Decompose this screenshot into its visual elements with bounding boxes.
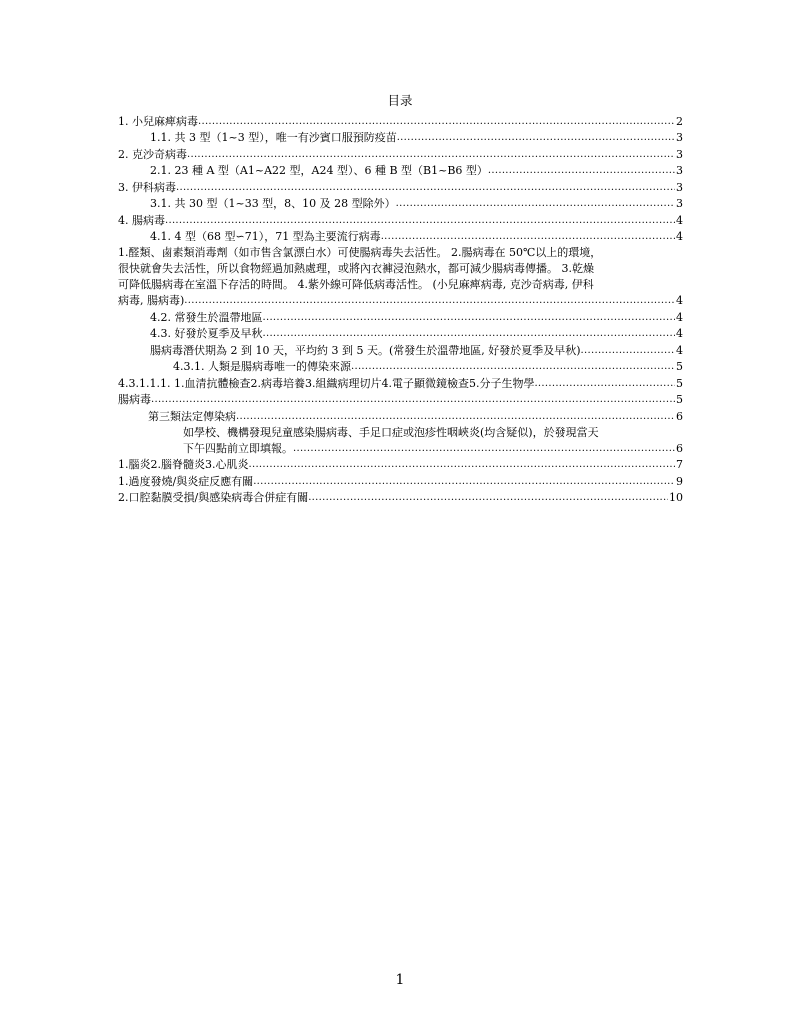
toc-entry-multiline[interactable] [118,425,683,457]
toc-entry[interactable] [118,229,683,246]
toc-entry-text: 腸病毒潛伏期為 2 到 10 天，平均約 3 到 5 天。(常發生於溫帶地區, 好發於夏季及早秋) [150,343,581,357]
page-number: 1 [395,972,405,988]
toc-entry-text: 2. 克沙奇病毒 [118,147,187,161]
toc-leader-dots [249,457,676,473]
toc-leader-dots [263,326,676,342]
toc-entry[interactable] [118,196,683,213]
toc-leader-dots [397,130,675,146]
toc-entry[interactable] [118,326,683,343]
toc-leader-dots [308,490,668,506]
toc-entry-text: 4.3.1.1.1. 1.血清抗體檢查2.病毒培養3.組織病理切片4.電子顯微鏡檢查5.分子生物學 [118,376,535,390]
toc-entry-text: 4.3.1. 人類是腸病毒唯一的傳染來源 [173,360,351,373]
toc-leader-dots [534,376,675,392]
toc-leader-dots [351,359,675,375]
toc-entry-text: 3.1. 共 30 型（1~33 型，8、10 及 28 型除外） [150,197,396,210]
toc-entry-page: 6 [676,409,683,423]
toc-entry-page: 4 [676,327,683,340]
toc-entry-text: 4.1. 4 型（68 型∽71），71 型為主要流行病毒 [150,230,381,243]
toc-entry-text: 1. 小兒麻痺病毒 [118,114,198,128]
toc-entry-text: 腸病毒 [118,393,151,406]
table-of-contents [118,113,683,506]
toc-leader-dots [581,343,675,359]
toc-entry-text: 4.2. 常發生於溫帶地區 [150,310,263,324]
toc-entry-page: 6 [676,441,683,455]
toc-entry-page: 7 [676,458,683,471]
toc-entry-text: 第三類法定傳染病 [148,409,236,423]
toc-entry[interactable] [118,130,683,147]
toc-entry[interactable] [118,392,683,409]
toc-entry-page: 5 [676,393,683,406]
toc-entry-page: 5 [676,376,683,390]
toc-entry-page: 9 [676,474,683,488]
toc-leader-dots [198,114,675,130]
toc-leader-dots [184,293,675,309]
toc-entry[interactable] [118,457,683,474]
toc-entry[interactable] [118,113,683,130]
toc-entry-line: 1.醛類、鹵素類消毒劑（如市售含氯漂白水）可使腸病毒失去活性。 2.腸病毒在 50℃以上的環境， [118,246,602,259]
toc-entry-page: 10 [669,491,683,504]
toc-leader-dots [263,310,676,326]
toc-entry-page: 4 [676,343,683,357]
toc-entry-text: 2.口腔黏膜受損/與感染病毒合併症有關 [118,491,309,504]
toc-entry[interactable] [118,179,683,196]
toc-leader-dots [187,147,675,163]
toc-entry[interactable] [118,146,683,163]
toc-entry-page: 3 [676,131,683,144]
toc-entry[interactable] [118,408,683,425]
toc-title: 目录 [387,93,413,108]
toc-entry-line: 可降低腸病毒在室溫下存活的時間。 4.紫外線可降低病毒活性。 (小兒麻痺病毒, 克沙奇病毒, 伊科 [118,278,594,291]
toc-entry-page: 4 [676,213,683,227]
toc-entry-page: 4 [676,310,683,324]
toc-entry[interactable] [118,212,683,229]
toc-entry-text: 4. 腸病毒 [118,213,165,227]
toc-entry-multiline[interactable] [118,245,683,309]
toc-entry-text: 1.1. 共 3 型（1~3 型），唯一有沙賓口服預防疫苗 [150,131,397,144]
toc-entry[interactable] [118,163,683,180]
toc-entry-page: 3 [676,180,683,194]
toc-leader-dots [293,441,675,457]
toc-entry-line: 病毒, 腸病毒) [118,294,185,307]
toc-entry-page: 3 [676,164,683,177]
toc-entry[interactable] [118,375,683,392]
toc-entry[interactable] [118,342,683,359]
toc-leader-dots [253,474,675,490]
toc-entry-page: 2 [676,114,683,128]
toc-entry-page: 3 [676,147,683,161]
toc-entry-text: 1.過度發燒/與炎症反應有關 [118,474,254,488]
toc-leader-dots [396,196,675,212]
toc-entry[interactable] [118,359,683,376]
toc-leader-dots [236,409,675,425]
toc-entry-page: 4 [676,230,683,243]
toc-leader-dots [381,229,675,245]
toc-entry-text: 4.3. 好發於夏季及早秋 [150,327,263,340]
toc-entry[interactable] [118,490,683,507]
toc-entry-page: 4 [676,294,683,307]
toc-leader-dots [176,180,675,196]
toc-entry-text: 3. 伊科病毒 [118,180,176,194]
toc-leader-dots [165,213,675,229]
toc-entry-line: 如學校、機構發現兒童感染腸病毒、手足口症或泡疹性咽峽炎(均含疑似)，於發現當天 [183,425,599,439]
toc-leader-dots [151,392,675,408]
toc-entry-page: 5 [676,360,683,373]
toc-entry[interactable] [118,309,683,326]
toc-leader-dots [488,163,675,179]
toc-entry-line: 很快就會失去活性，所以食物經過加熱處理，或將內衣褲浸泡熱水，都可減少腸病毒傳播。 3.乾燥 [118,262,594,275]
toc-entry-line: 下午四點前立即填報。 [183,441,293,455]
toc-entry-page: 3 [676,197,683,210]
toc-entry-text: 2.1. 23 種 A 型（A1~A22 型，A24 型）、6 種 B 型（B1~B6 型） [150,164,488,177]
toc-entry-text: 1.腦炎2.腦脊髓炎3.心肌炎 [118,458,249,471]
toc-entry[interactable] [118,473,683,490]
